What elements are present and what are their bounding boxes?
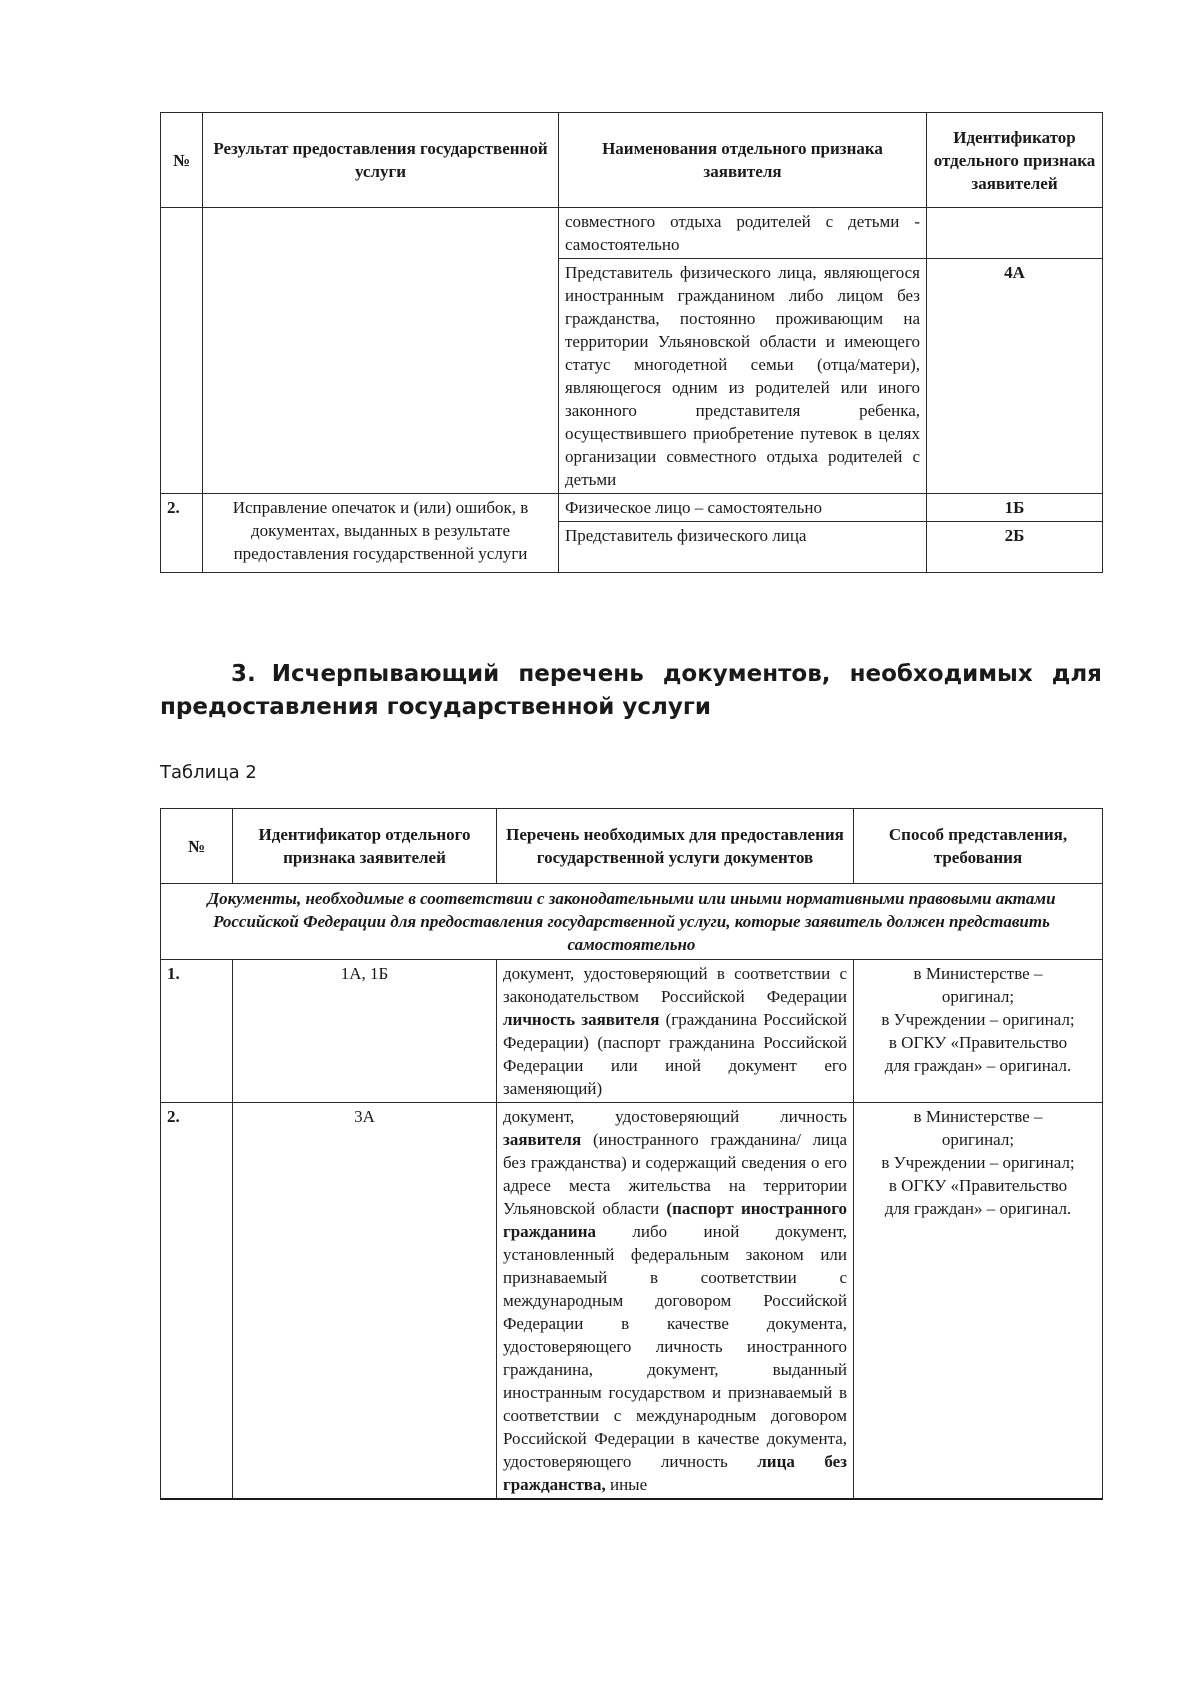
section-number: 3.: [231, 661, 256, 687]
method-line: в ОГКУ «Правительство: [888, 1033, 1068, 1052]
doc-text-bold: лица без гражданства,: [503, 1452, 847, 1494]
method-line: для граждан» – оригинал.: [884, 1199, 1072, 1218]
heading-word: документов,: [662, 661, 831, 687]
section-heading-line1: [160, 658, 1102, 691]
table2-cell-num-1: 1.: [161, 960, 233, 1103]
heading-word: необходимых: [849, 661, 1033, 687]
table1-cell-empty-num: [161, 208, 203, 494]
table2-cell-num-2: 2.: [161, 1103, 233, 1500]
doc-text-bold: личность заявителя: [503, 1010, 660, 1029]
table1-cell-result-2: Исправление опечаток и (или) ошибок, в документах, выданных в результате предоставления государственной услуги: [203, 494, 559, 573]
section-heading: [160, 658, 1102, 724]
doc-text-bold: заявителя: [503, 1130, 582, 1149]
doc-text: иные: [609, 1475, 648, 1494]
table2-cell-id-1: 1А, 1Б: [233, 960, 497, 1103]
table1-cell-id-empty: [927, 208, 1103, 259]
doc-text: документ, удостоверяющий в соответствии с законодательством Российской Федерации: [503, 964, 847, 1006]
table1-cell-id-2b: 2Б: [927, 522, 1103, 573]
method-line: в Учреждении – оригинал;: [881, 1153, 1075, 1172]
table1-header-result: Результат предоставления государственной услуги: [203, 113, 559, 208]
table1-header-row: [161, 113, 1103, 208]
table2-section-title: Документы, необходимые в соответствии с законодательными или иными нормативными правовыми актами Российской Федерации для предоставления государственной услуги, которые заявитель должен представить самостоятельно: [161, 884, 1103, 960]
applicant-features-table: [160, 112, 1103, 573]
heading-word: для: [1051, 661, 1102, 687]
heading-word: Исчерпывающий: [271, 661, 500, 687]
doc-text: (иностранного гражданина/ лица без гражданства) и содержащий сведения о его адресе места жительства на территории Ульяновской области: [503, 1130, 848, 1218]
table2-section-row: [161, 884, 1103, 960]
table1-header-feature-name: Наименования отдельного признака заявителя: [559, 113, 927, 208]
table-row: [161, 1103, 1103, 1500]
table2-cell-method-1: [854, 960, 1103, 1103]
table-row: [161, 494, 1103, 522]
table2-header-num: №: [161, 809, 233, 884]
method-line: в Министерстве –: [913, 1107, 1043, 1126]
table2-header-feature-id: Идентификатор отдельного признака заявителей: [233, 809, 497, 884]
doc-text: либо иной документ, установленный федеральным законом или признаваемый в соответствии с международным договором Российской Федерации в качестве документа, удостоверяющего личность иностранного гражданина, документ, выданный иностранным государством и признаваемый в соответствии с международным договором Российской Федерации в качестве документа, удостоверяющего личность: [503, 1222, 847, 1471]
table1-cell-num-2: 2.: [161, 494, 203, 573]
table2-cell-documents-1: [497, 960, 854, 1103]
table1-cell-id-4a: 4А: [927, 259, 1103, 494]
method-line: оригинал;: [941, 1130, 1015, 1149]
documents-table: [160, 808, 1103, 1500]
section-heading-line2: предоставления государственной услуги: [160, 694, 712, 720]
method-line: оригинал;: [941, 987, 1015, 1006]
table-caption: Таблица 2: [160, 762, 257, 783]
doc-text: (гражданина Российской Федерации) (паспорт гражданина Российской Федерации или иной документ его заменяющий): [503, 1010, 847, 1098]
table-row: [161, 960, 1103, 1103]
table2-header-documents: Перечень необходимых для предоставления государственной услуги документов: [497, 809, 854, 884]
table1-cell-feature-continued: совместного отдыха родителей с детьми - самостоятельно: [559, 208, 927, 259]
table1-header-feature-id: Идентификатор отдельного признака заявителей: [927, 113, 1103, 208]
table-row: [161, 208, 1103, 259]
doc-text: документ, удостоверяющий личность: [503, 1107, 847, 1126]
heading-word: перечень: [518, 661, 644, 687]
table2-cell-id-2: 3А: [233, 1103, 497, 1500]
table1-cell-feature-1b: Физическое лицо – самостоятельно: [559, 494, 927, 522]
table1-header-num: №: [161, 113, 203, 208]
table2-cell-method-2: [854, 1103, 1103, 1500]
table1-cell-feature-4a: Представитель физического лица, являющегося иностранным гражданином либо лицом без гражданства, постоянно проживающим на территории Ульяновской области и имеющего статус многодетной семьи (отца/матери), являющегося одним из родителей или иного законного представителя ребенка, осуществившего приобретение путевок в целях организации совместного отдыха родителей с детьми: [559, 259, 927, 494]
table2-header-row: [161, 809, 1103, 884]
method-line: для граждан» – оригинал.: [884, 1056, 1072, 1075]
method-line: в Министерстве –: [913, 964, 1043, 983]
table1-cell-feature-2b: Представитель физического лица: [559, 522, 927, 573]
method-line: в Учреждении – оригинал;: [881, 1010, 1075, 1029]
doc-text-bold: (паспорт иностранного гражданина: [503, 1199, 847, 1241]
method-line: в ОГКУ «Правительство: [888, 1176, 1068, 1195]
table1-cell-empty-result: [203, 208, 559, 494]
table1-cell-id-1b: 1Б: [927, 494, 1103, 522]
table2-cell-documents-2: [497, 1103, 854, 1500]
table2-header-method: Способ представления, требования: [854, 809, 1103, 884]
